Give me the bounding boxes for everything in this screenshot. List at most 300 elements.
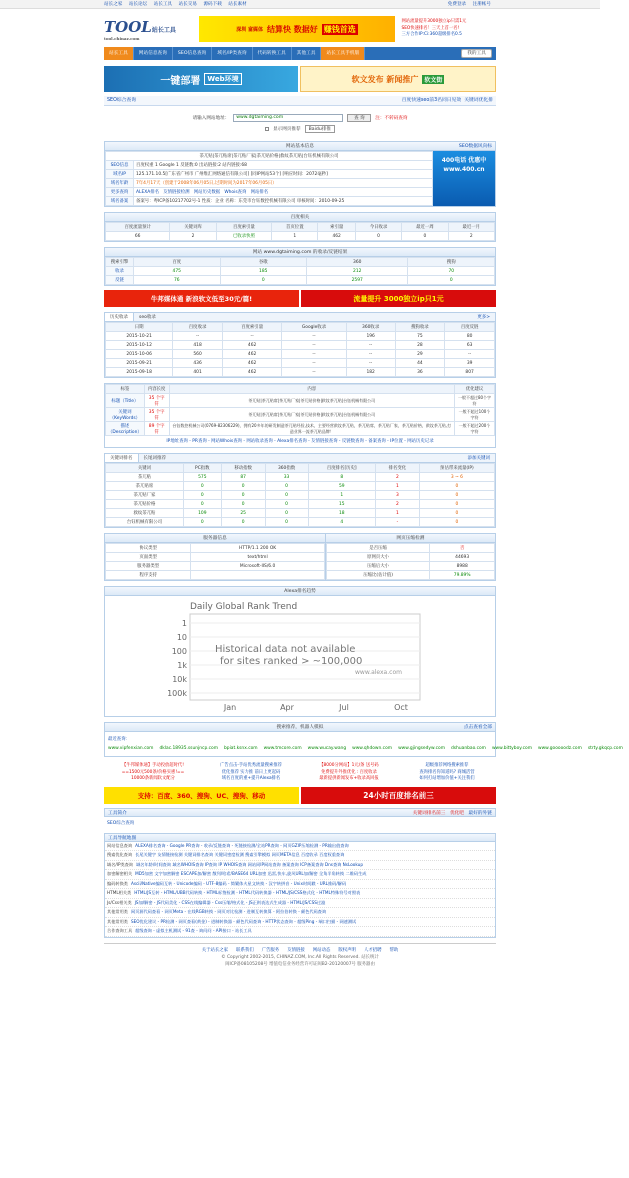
col-header: 预估带来流量(IP) — [419, 464, 494, 473]
cell: 1 — [308, 491, 375, 500]
recent-link[interactable]: www.gjingsedyw.com — [398, 746, 445, 751]
top-banner-ad[interactable] — [199, 16, 396, 42]
toolmap-row — [105, 927, 495, 937]
text-ads — [104, 763, 496, 783]
site-logo[interactable] — [104, 18, 193, 41]
cell: -- — [346, 341, 395, 350]
alexa-chart — [105, 596, 495, 716]
toolmap-row — [105, 880, 495, 890]
top-link[interactable]: 站长交易 — [178, 2, 197, 7]
nav-item[interactable]: 站长工具手机版 — [321, 47, 365, 60]
tab-history[interactable]: 历史收录 — [105, 313, 134, 321]
ad-line: 网站流量提升3000独立ip只需1元 — [401, 19, 467, 25]
ad-row — [104, 290, 496, 307]
tab-longtail[interactable]: 长尾词推荐 — [143, 456, 166, 461]
quick-links[interactable]: IP地址查询 - PR查询 - 网站Whois查询 - 网站收录查询 - Alexa排名查询 - 友情链接查询 - 反链数查询 - 备案查询 - IP位置 - 网站历史记录 — [166, 439, 434, 444]
top-links — [104, 1, 252, 7]
cell: 462 — [222, 368, 281, 377]
intro-title — [104, 808, 496, 817]
col-header: 百度索引量 — [222, 323, 281, 332]
cell: 2015-10-21 — [106, 332, 173, 341]
crumb-link[interactable]: 关键词优化排 — [464, 98, 493, 103]
cell: 4 — [308, 518, 375, 527]
deploy-ad[interactable] — [104, 66, 298, 92]
col-header: 内容长度 — [144, 385, 169, 394]
cell: -- — [282, 359, 346, 368]
search-area — [104, 110, 496, 136]
text-ad-link[interactable]: 超级推荐网络搜索推荐 — [425, 763, 469, 768]
alexa-box — [104, 586, 496, 717]
more-link[interactable]: 网站历史数据 — [193, 190, 221, 195]
title-text: 网站基本信息 — [285, 144, 315, 149]
history-box — [104, 312, 496, 378]
col-header: 首页位置 — [272, 223, 318, 232]
toolmap-category: 编码转换类 — [107, 880, 128, 886]
table-row — [106, 500, 495, 509]
top-link[interactable]: 站长工具 — [153, 2, 173, 7]
tab-seo[interactable]: seo收录 — [139, 315, 156, 320]
checkbox[interactable] — [265, 127, 269, 131]
cell: 1 — [272, 232, 318, 241]
cell: 2 — [448, 232, 494, 241]
seo-trend-link[interactable]: SEO数据风向标 — [458, 144, 492, 149]
toolmap-links[interactable]: Ascii/Native编码互转 - Unicode编码 - UTF-8编码 - 简繁体火星文转换 - 汉字转拼音 - Unix时间戳 - URL推码/解码 — [130, 880, 347, 886]
cell: 8 — [308, 473, 375, 482]
text-ad-link[interactable]: 【8000分网站】1元/条 送号码 — [319, 763, 379, 768]
cell[interactable]: 70 — [408, 267, 495, 276]
cell: -- — [282, 341, 346, 350]
side-ad-400[interactable]: 400电话 优惠中 www.400.cn — [433, 151, 495, 206]
table-row — [106, 368, 495, 377]
col-header: 360 — [307, 258, 408, 267]
cell[interactable]: 救纹茶兀贴 — [106, 509, 184, 518]
cell: 25 — [221, 509, 265, 518]
cell-value: 否 — [430, 544, 495, 553]
cell: 462 — [222, 359, 281, 368]
toolmap-category: 合作查询工具 — [107, 928, 133, 933]
cell: 一般不超过80个字符 — [455, 394, 495, 408]
nav-item[interactable]: 代码转换工具 — [253, 47, 292, 60]
cell: 35 个字符 — [144, 394, 169, 408]
text-ad-link[interactable]: 广告点击-手站优秀流量搜索推荐 — [220, 763, 282, 768]
toolmap-links[interactable]: JS加/解密 - JS代码美化 - CSS在线编辑器 - Css压缩/格式化 - JS正则表达式生成器 - HTML/JS/CSS过滤 — [134, 899, 326, 905]
title-text: 搜索推荐，机器人模拟 — [276, 725, 324, 730]
ad-row — [104, 66, 496, 92]
toolmap-category: 其他常用类 — [107, 918, 128, 924]
toolmap-links[interactable]: HTML/JS互转 - HTML/UBB代码转换 - HTML标签检测 - HTML代码转换器 - HTML/JS/CSS格式化 - HTML特殊符号对照表 — [134, 890, 361, 895]
cell: 反链 — [106, 276, 134, 285]
section-title: Alexa排名趋势 — [105, 587, 495, 596]
view-all-link[interactable]: 点击查看全部 — [463, 725, 492, 730]
side-text-ad[interactable] — [401, 19, 496, 39]
cell: 0 — [355, 232, 401, 241]
toolmap-links[interactable]: 超级查询 - 虚拟主机测试 - 91查 - 询问问 - API接口 - 站长工具 — [135, 928, 252, 933]
top-link[interactable]: 源码下载 — [203, 2, 222, 7]
cell: -- — [445, 350, 495, 359]
col-header: 搜狗收录 — [395, 323, 445, 332]
ad-link[interactable]: 关键词排名前三 — [412, 810, 446, 816]
table-row — [106, 359, 495, 368]
cell: 2015-09-18 — [106, 368, 173, 377]
text-ad-link[interactable]: 域名百度的重+提升Alexa排名 — [221, 776, 281, 781]
x-tick-label: Jan — [223, 703, 237, 712]
table-row — [106, 394, 495, 408]
table-row — [326, 562, 494, 571]
cell: 0 — [221, 491, 265, 500]
toolmap-category: 其他常用类 — [107, 909, 128, 914]
cell: -- — [282, 350, 346, 359]
cell: 0 — [419, 509, 494, 518]
cell: -- — [282, 332, 346, 341]
banner-text: 深圳 富媒体 — [236, 26, 264, 33]
cell-value: 8988 — [430, 562, 495, 571]
cell-label: 程序支持 — [106, 571, 191, 580]
banner-text: 结算快 数据好 — [267, 24, 318, 34]
ip-info: 125.171.10.5[广东省广州市 广州维汇网络通信有限公司] [同IP网站53个] [响应时间：2072毫秒] — [134, 170, 433, 179]
cell: 2 — [376, 500, 420, 509]
toolmap-links[interactable]: 网页源代码查看 - 网页Meta - 在线RGB转换 - 网页对比检测 - 进制互转换算 - 阿拉伯转换 - 颜色代码查询 — [130, 909, 327, 914]
cell: 0 — [183, 491, 221, 500]
text-ad-link[interactable]: 最新提供新闻发布+收录高回报 — [319, 776, 379, 781]
table-row — [106, 267, 495, 276]
engine-select[interactable]: Baidu排推 — [305, 125, 335, 133]
cell: -- — [222, 332, 281, 341]
cell: 0 — [221, 482, 265, 491]
col-header: 内容 — [169, 385, 454, 394]
cell: 0 — [183, 500, 221, 509]
cell[interactable]: 475 — [134, 267, 221, 276]
text-ad-link[interactable]: 如何打站增加价值+关注我们 — [419, 776, 475, 781]
cell: 台钰数控机械公司(0769-82306229)，拥有20多年的研发制造茶兀贴经验,技术，主要经营救纹茶兀贴，茶兀贴席，茶兀贴厂家，茶兀贴价格，救纹茶兀贴,打造业界一流茶兀贴品牌！ — [169, 422, 454, 436]
domain-age: 7年4月17天（创建于2008年06月05日,过期时间为2017年06月05日） — [134, 179, 433, 188]
nav-item[interactable]: 域名/IP类查询 — [212, 47, 252, 60]
y-tick-label: 10k — [172, 675, 187, 684]
recent-link[interactable]: www.bittyboy.com — [491, 746, 532, 751]
cell-value: text/html — [191, 553, 325, 562]
nav-item[interactable]: 站长工具 — [104, 47, 134, 60]
cell: -- — [282, 368, 346, 377]
basic-info-box — [104, 141, 496, 207]
toolmap-row — [105, 908, 495, 918]
text-ad-link[interactable]: ==1500元500条/价格实惠!== — [121, 769, 185, 775]
cell[interactable]: 76 — [134, 276, 221, 285]
recent-link[interactable]: www.qhdown.com — [352, 746, 393, 751]
toolmap-links[interactable]: MD5加密 文字加密解密 ESCAPE加/解密 散列/哈希/BASE64 URL加密 迅雷,快车,旋风URL加/解密 全角半角转换 二维码生成 — [135, 871, 367, 876]
table-row — [106, 571, 325, 580]
cell: 575 — [183, 473, 221, 482]
ad-text: 软文发布 新闻推广 — [351, 74, 419, 84]
y-tick-label: 1 — [181, 619, 187, 628]
row-label: SEO信息 — [106, 161, 134, 170]
cell: -- — [346, 359, 395, 368]
footer — [104, 943, 496, 968]
cell: 29 — [395, 350, 445, 359]
toolmap-row — [105, 861, 495, 871]
cell-label: 是否压缩 — [326, 544, 429, 553]
ad-text: 一键部署 — [160, 75, 201, 87]
cell-value: 44693 — [430, 553, 495, 562]
cell-label: 页面类型 — [106, 553, 191, 562]
row-label: 更多查询 — [106, 188, 134, 197]
text-ad-link[interactable]: 查询排名你知道吗? 商城活营 — [419, 769, 475, 775]
table-row — [106, 341, 495, 350]
col-header: 移动指数 — [221, 464, 265, 473]
cell[interactable]: 212 — [307, 267, 408, 276]
more-link[interactable]: 网站排名 — [250, 190, 269, 195]
toolmap-row — [105, 918, 495, 928]
toolmap-links[interactable]: ALEXA排名查询 - Google PR查询 - 收录/反链查询 - 死链接检测/全站PR查询 - 网页GZIP压缩检测 - PR输出值查询 — [135, 842, 349, 848]
cell: 0 — [419, 500, 494, 509]
col-header: 索引量 — [318, 223, 355, 232]
recent-queries — [105, 732, 623, 756]
cell: 标题（Title） — [106, 394, 145, 408]
table-row — [106, 553, 325, 562]
col-header: PC指数 — [183, 464, 221, 473]
search-tip: 注：不转码查询 — [375, 115, 408, 121]
text-ad-link[interactable]: 【牛邦媒体通】手动投放超时代! — [122, 763, 184, 768]
table-row — [106, 518, 495, 527]
footer-link[interactable]: 广告服务 — [261, 947, 280, 953]
col-header: 最近一周 — [402, 223, 448, 232]
more-link[interactable]: Whois查询 — [224, 190, 247, 195]
more-link[interactable]: 更多> — [477, 315, 490, 320]
cell: 茶兀贴|茶兀贴席|茶兀贴厂家|茶兀贴价格|救纹茶兀贴|台钰机械有限公司 — [169, 408, 454, 422]
recent-link[interactable]: www.wucay.wang — [307, 746, 347, 751]
table-row — [106, 473, 495, 482]
kw-tabs — [105, 454, 495, 463]
cell[interactable]: 0 — [220, 276, 307, 285]
col-header: 标签 — [106, 385, 145, 394]
toolmap-links[interactable]: SEO优化建议 - PR检测 - 网页查看(黄金) - 进制转换器 - 颜色代码查询 - HTTP状态查询 - 超级Ping - 端口扫描 - 网速测试 — [130, 918, 357, 924]
cell: 2015-09-21 — [106, 359, 173, 368]
cell[interactable]: 0 — [408, 276, 495, 285]
crumb-link[interactable]: 百度快速seo前3名同日见效 — [401, 98, 462, 103]
history-tabs — [105, 313, 495, 322]
cell: 75 — [395, 332, 445, 341]
recent-link[interactable]: dshuanbao.com — [450, 746, 486, 751]
cell: 0 — [402, 232, 448, 241]
footer-link[interactable]: 网站动态 — [312, 947, 331, 953]
section-title: 网页压缩检测 — [326, 534, 495, 543]
intro-link[interactable]: SEO综合查询 — [107, 820, 135, 826]
title-text: 工具简介 — [108, 810, 127, 816]
text-ad-link[interactable]: 免费提升外推优化 : 百度收录 — [321, 769, 377, 775]
cell: 0 — [419, 491, 494, 500]
more-links — [134, 188, 433, 197]
cell: 0 — [265, 518, 308, 527]
baidu-box — [104, 212, 496, 242]
seo-rank-ad[interactable]: 24小时百度排名前三 — [301, 787, 496, 804]
cell: 1 — [376, 509, 420, 518]
traffic-ad[interactable]: 流量提升 3000独立ip只1元 — [301, 290, 496, 307]
cell: 0 — [265, 509, 308, 518]
col-header: 百度索引量 — [216, 223, 271, 232]
toolmap-row — [105, 870, 495, 880]
toolmap-links[interactable]: 长尾关键字 友情链接检测 关键词排名查询 关键词密度检测 搜索引擎模拟 网页META信息 百度收录 百度权重查询 — [135, 852, 345, 857]
toolmap-category: 加密解密相关 — [107, 871, 133, 876]
x-tick-label: Jul — [339, 703, 349, 712]
cell: 3 ~ 6 — [419, 473, 494, 482]
footer-link[interactable]: 人才招聘 — [363, 947, 382, 953]
row-label: 域名备案 — [106, 197, 134, 206]
col-header: 优化建议 — [455, 385, 495, 394]
cell[interactable]: 台钰机械有限公司 — [106, 518, 184, 527]
col-header: 今日收录 — [355, 223, 401, 232]
cell: 28 — [395, 341, 445, 350]
cell[interactable]: 茶兀贴 — [106, 473, 184, 482]
cell: 87 — [221, 473, 265, 482]
recent-link[interactable]: strty.gkqcp.com — [587, 746, 623, 751]
footer-link[interactable]: 关于站长之家 — [201, 947, 229, 953]
query-button[interactable]: 查 询 — [347, 114, 371, 122]
cell: 2015-10-06 — [106, 350, 173, 359]
nav-item[interactable]: 网站信息查询 — [134, 47, 173, 60]
y-tick-label: 100 — [171, 647, 187, 656]
crumb-links — [402, 96, 493, 105]
cell: 0 — [419, 482, 494, 491]
col-header: 百度 — [134, 258, 221, 267]
toolmap-row — [105, 851, 495, 861]
softarticle-ad[interactable] — [300, 66, 496, 92]
cell-value: Microsoft-IIS/6.0 — [191, 562, 325, 571]
recent-label: 最近查询： — [108, 737, 130, 742]
cell: 39 — [445, 359, 495, 368]
cell: 59 — [308, 482, 375, 491]
table-row — [326, 553, 494, 562]
section-title: 网站 www.dgtaiming.com 的收录/反链结果 — [105, 248, 495, 257]
table-row — [106, 482, 495, 491]
toolmap-row — [105, 889, 495, 899]
nav-item[interactable]: 其他工具 — [292, 47, 322, 60]
alexa-chart-svg — [105, 596, 495, 716]
ad-link[interactable]: 最好的外链 — [468, 810, 492, 816]
cell: 0 — [221, 500, 265, 509]
top-link[interactable]: 站长论坛 — [128, 2, 148, 7]
recent-link[interactable]: www.vipfenxian.com — [108, 746, 154, 751]
ad-text: Web环境 — [204, 73, 241, 85]
checkbox-label: 显示网页推荐 — [273, 126, 301, 132]
sponsor-box — [104, 722, 623, 757]
footer-link[interactable]: 帮助 — [389, 947, 399, 953]
footer-link[interactable]: 友情链接 — [287, 947, 305, 953]
register-link[interactable]: 注册帐号 — [472, 2, 491, 7]
cell: 89 个字符 — [144, 422, 169, 436]
cell: 一般不超过200个字符 — [455, 422, 495, 436]
nav-item[interactable]: SEO信息查询 — [173, 47, 212, 60]
recent-link[interactable]: www.tmcore.com — [263, 746, 302, 751]
cell: 560 — [173, 350, 223, 359]
niubang-ad[interactable]: 牛邦媒体通 新浪软文低至30元/篇! — [104, 290, 299, 307]
cell: 182 — [346, 368, 395, 377]
more-link[interactable]: 友情链接检测 — [163, 190, 190, 195]
cell[interactable]: 茶兀贴价格 — [106, 500, 184, 509]
footer-link[interactable]: 联系我们 — [236, 947, 254, 953]
col-header: 谷歌 — [220, 258, 307, 267]
support-ad[interactable]: 支持：百度、360、搜狗、UC、搜狗、移动 — [104, 787, 299, 804]
my-tools-button[interactable]: 我的工具 — [461, 49, 492, 58]
cell: 0 — [183, 482, 221, 491]
no-data-message: for sites ranked > ~100,000 — [220, 656, 363, 667]
cell[interactable]: 2597 — [307, 276, 408, 285]
cell: 2015-10-12 — [106, 341, 173, 350]
footer-link[interactable]: 版权声明 — [338, 947, 356, 953]
cell-label: 压缩比(估计值) — [326, 571, 429, 580]
cell: 0 — [183, 518, 221, 527]
cell-label: 服务器类型 — [106, 562, 191, 571]
cell: 0 — [265, 491, 308, 500]
chart-title: Daily Global Rank Trend — [190, 602, 298, 612]
logo-text: TOOL — [104, 17, 152, 36]
login-link[interactable]: 免费登录 — [447, 2, 467, 7]
cell: 2 — [376, 473, 420, 482]
cell: 3 — [376, 491, 420, 500]
recent-link[interactable]: bpiat.ksnx.com — [224, 746, 258, 751]
recent-link[interactable]: dklac.18935.ssunjncp.com — [159, 746, 218, 751]
x-tick-label: Oct — [394, 703, 408, 712]
col-header: 百度反链 — [445, 323, 495, 332]
cell-value — [191, 571, 325, 580]
toolmap-list — [104, 842, 496, 938]
cell[interactable]: 已收录快照 — [216, 232, 271, 241]
text-ad-link[interactable]: 10000条新闻软文配分 — [131, 776, 175, 781]
cell-label: 压缩后大小 — [326, 562, 429, 571]
intro-ads — [413, 809, 492, 818]
ad-link[interactable]: 优化吧 — [449, 810, 465, 816]
table-row — [106, 408, 495, 422]
toolmap-row — [105, 899, 495, 909]
cell: 807 — [445, 368, 495, 377]
table-row — [106, 491, 495, 500]
recent-link[interactable]: www.gooooodz.com — [538, 746, 582, 751]
search-input[interactable]: www.dgtaiming.com — [233, 114, 343, 122]
ad-line: SEO快速排名！三天上首一名! — [401, 25, 460, 31]
cell: 0 — [265, 500, 308, 509]
more-link[interactable]: ALEXA排名 — [136, 190, 160, 195]
server-box — [104, 533, 496, 581]
cell[interactable]: 茶兀贴席 — [106, 482, 184, 491]
top-link[interactable]: 站长之家 — [104, 2, 123, 7]
cell-label: 原网页大小 — [326, 553, 429, 562]
header — [104, 13, 496, 45]
table-row — [106, 422, 495, 436]
toolmap-links[interactable]: 域名年龄/时间查询 域名WHOIS查询 IP查询 IP WHOIS查询 网站同IP网站查询 备案查询 ICP备案查询 Dns查询 NsLookup — [136, 861, 363, 867]
text-ad-link[interactable]: 优化推荐 实力推 前日上更起码 — [221, 769, 281, 775]
cell: 462 — [222, 341, 281, 350]
cell: 2 — [170, 232, 216, 241]
cell: 44 — [395, 359, 445, 368]
alexa-watermark: www.alexa.com — [355, 669, 402, 676]
col-header: 关键词 — [106, 464, 184, 473]
cell: 描述（Description） — [106, 422, 145, 436]
cell: 收录 — [106, 267, 134, 276]
ad-text: 软文街 — [424, 76, 443, 84]
cell: -- — [346, 350, 395, 359]
cell[interactable]: 茶兀贴厂家 — [106, 491, 184, 500]
cell: 1 — [376, 482, 420, 491]
cell: 一般不超过100个字符 — [455, 408, 495, 422]
keyword-box — [104, 453, 496, 528]
account-links — [448, 1, 496, 7]
copyright: © Copyright 2002-2015, CHINAZ.COM, Inc.All Rights Reserved. 站长统计 — [221, 954, 379, 960]
section-title: 服务器信息 — [105, 534, 325, 543]
top-link[interactable]: 站长素材 — [228, 2, 247, 7]
add-keyword-link[interactable]: 添加关键词 — [467, 456, 490, 461]
col-header: 360收录 — [346, 323, 395, 332]
tab-kw-rank[interactable]: 关键词排名 — [105, 454, 139, 462]
meta-box — [104, 383, 496, 448]
footer-links — [104, 947, 496, 954]
cell[interactable]: 185 — [220, 267, 307, 276]
